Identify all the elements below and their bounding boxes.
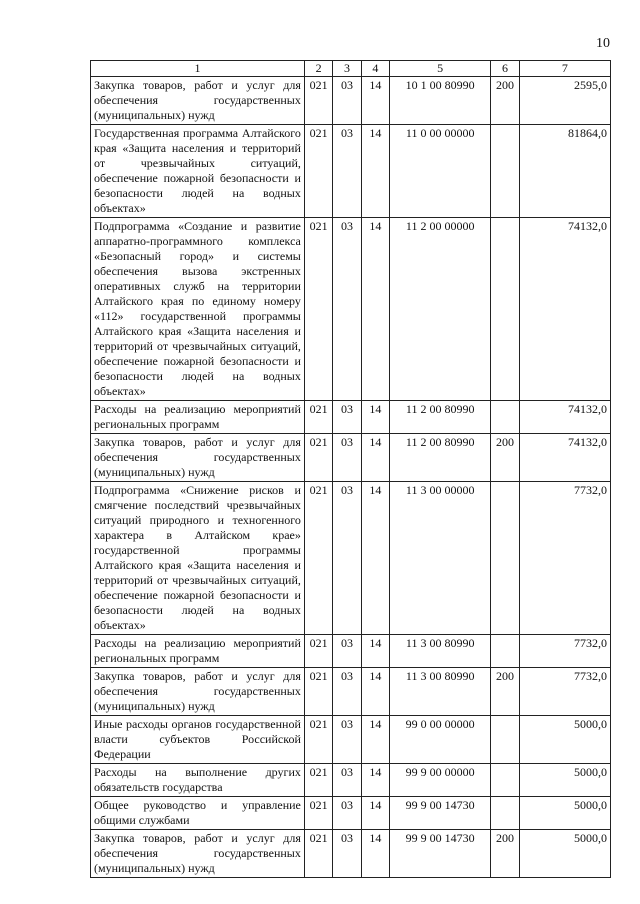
code-section-cell: 03: [333, 125, 361, 218]
code-subsection-cell: 14: [361, 125, 389, 218]
code-section-cell: 03: [333, 635, 361, 668]
amount-cell: 7732,0: [519, 668, 610, 716]
amount-cell: 2595,0: [519, 77, 610, 125]
row-name-cell: Подпрограмма «Снижение рисков и смягчение последствий чрезвычайных ситуаций природного и техногенного характера в Алтайском крае» государственной программы Алтайского края «Защита населения и территорий от чрезвычайных ситуаций, обеспечение пожарной безопасности и безопасности людей на водных объектах»: [91, 482, 305, 635]
table-row: [91, 482, 611, 635]
row-name-cell: Расходы на реализацию мероприятий региональных программ: [91, 635, 305, 668]
code-admin-cell: 021: [304, 635, 332, 668]
budget-table: [90, 60, 611, 878]
amount-cell: 81864,0: [519, 125, 610, 218]
header-cell: 4: [361, 61, 389, 77]
code-expense-type-cell: [491, 125, 519, 218]
table-row: [91, 716, 611, 764]
table-row: [91, 668, 611, 716]
code-admin-cell: 021: [304, 830, 332, 878]
row-name-cell: Расходы на реализацию мероприятий региональных программ: [91, 401, 305, 434]
page-number: 10: [596, 36, 610, 51]
code-expense-type-cell: 200: [491, 77, 519, 125]
row-name-cell: Общее руководство и управление общими службами: [91, 797, 305, 830]
code-subsection-cell: 14: [361, 77, 389, 125]
code-subsection-cell: 14: [361, 482, 389, 635]
code-section-cell: 03: [333, 668, 361, 716]
code-target-cell: 11 3 00 80990: [390, 635, 491, 668]
code-subsection-cell: 14: [361, 830, 389, 878]
row-name-cell: Закупка товаров, работ и услуг для обеспечения государственных (муниципальных) нужд: [91, 668, 305, 716]
code-admin-cell: 021: [304, 77, 332, 125]
code-subsection-cell: 14: [361, 716, 389, 764]
code-admin-cell: 021: [304, 764, 332, 797]
header-cell: 2: [304, 61, 332, 77]
amount-cell: 74132,0: [519, 434, 610, 482]
code-expense-type-cell: [491, 401, 519, 434]
row-name-cell: Иные расходы органов государственной власти субъектов Российской Федерации: [91, 716, 305, 764]
code-subsection-cell: 14: [361, 401, 389, 434]
code-admin-cell: 021: [304, 716, 332, 764]
code-target-cell: 11 2 00 00000: [390, 218, 491, 401]
row-name-cell: Расходы на выполнение других обязательств государства: [91, 764, 305, 797]
code-expense-type-cell: [491, 797, 519, 830]
code-expense-type-cell: [491, 218, 519, 401]
code-section-cell: 03: [333, 764, 361, 797]
code-expense-type-cell: 200: [491, 668, 519, 716]
code-section-cell: 03: [333, 218, 361, 401]
amount-cell: 5000,0: [519, 716, 610, 764]
code-target-cell: 10 1 00 80990: [390, 77, 491, 125]
code-subsection-cell: 14: [361, 764, 389, 797]
amount-cell: 7732,0: [519, 482, 610, 635]
code-expense-type-cell: [491, 635, 519, 668]
header-cell: 6: [491, 61, 519, 77]
row-name-cell: Закупка товаров, работ и услуг для обеспечения государственных (муниципальных) нужд: [91, 434, 305, 482]
code-target-cell: 11 2 00 80990: [390, 401, 491, 434]
code-expense-type-cell: 200: [491, 830, 519, 878]
table-row: [91, 434, 611, 482]
header-cell: 7: [519, 61, 610, 77]
code-section-cell: 03: [333, 482, 361, 635]
code-admin-cell: 021: [304, 668, 332, 716]
header-cell: 1: [91, 61, 305, 77]
table-row: [91, 830, 611, 878]
code-expense-type-cell: [491, 482, 519, 635]
amount-cell: 5000,0: [519, 764, 610, 797]
header-cell: 5: [390, 61, 491, 77]
row-name-cell: Закупка товаров, работ и услуг для обеспечения государственных (муниципальных) нужд: [91, 830, 305, 878]
row-name-cell: Подпрограмма «Создание и развитие аппаратно-программного комплекса «Безопасный город» и системы обеспечения вызова экстренных оперативных служб на территории Алтайского края по единому номеру «112» государственной программы Алтайского края «Защита населения и территорий от чрезвычайных ситуаций, обеспечение пожарной безопасности и безопасности людей на водных объектах»: [91, 218, 305, 401]
code-admin-cell: 021: [304, 218, 332, 401]
row-name-cell: Государственная программа Алтайского края «Защита населения и территорий от чрезвычайных ситуаций, обеспечение пожарной безопасности и безопасности людей на водных объектах»: [91, 125, 305, 218]
table-row: [91, 77, 611, 125]
amount-cell: 74132,0: [519, 218, 610, 401]
code-target-cell: 11 0 00 00000: [390, 125, 491, 218]
code-admin-cell: 021: [304, 797, 332, 830]
code-target-cell: 11 3 00 80990: [390, 668, 491, 716]
code-section-cell: 03: [333, 434, 361, 482]
amount-cell: 5000,0: [519, 797, 610, 830]
table-row: [91, 635, 611, 668]
code-admin-cell: 021: [304, 401, 332, 434]
code-section-cell: 03: [333, 797, 361, 830]
code-target-cell: 11 2 00 80990: [390, 434, 491, 482]
amount-cell: 5000,0: [519, 830, 610, 878]
amount-cell: 7732,0: [519, 635, 610, 668]
header-cell: 3: [333, 61, 361, 77]
code-expense-type-cell: 200: [491, 434, 519, 482]
code-expense-type-cell: [491, 716, 519, 764]
code-subsection-cell: 14: [361, 434, 389, 482]
table-row: [91, 764, 611, 797]
code-section-cell: 03: [333, 401, 361, 434]
code-target-cell: 99 0 00 00000: [390, 716, 491, 764]
code-admin-cell: 021: [304, 482, 332, 635]
code-subsection-cell: 14: [361, 218, 389, 401]
table-row: [91, 218, 611, 401]
code-target-cell: 99 9 00 14730: [390, 797, 491, 830]
code-section-cell: 03: [333, 77, 361, 125]
table-body: [91, 77, 611, 878]
code-target-cell: 11 3 00 00000: [390, 482, 491, 635]
code-section-cell: 03: [333, 830, 361, 878]
code-subsection-cell: 14: [361, 668, 389, 716]
code-admin-cell: 021: [304, 125, 332, 218]
row-name-cell: Закупка товаров, работ и услуг для обеспечения государственных (муниципальных) нужд: [91, 77, 305, 125]
code-admin-cell: 021: [304, 434, 332, 482]
code-target-cell: 99 9 00 14730: [390, 830, 491, 878]
code-expense-type-cell: [491, 764, 519, 797]
header-row: [91, 61, 611, 77]
table-row: [91, 401, 611, 434]
code-section-cell: 03: [333, 716, 361, 764]
code-subsection-cell: 14: [361, 635, 389, 668]
code-subsection-cell: 14: [361, 797, 389, 830]
amount-cell: 74132,0: [519, 401, 610, 434]
table-row: [91, 125, 611, 218]
table-row: [91, 797, 611, 830]
code-target-cell: 99 9 00 00000: [390, 764, 491, 797]
